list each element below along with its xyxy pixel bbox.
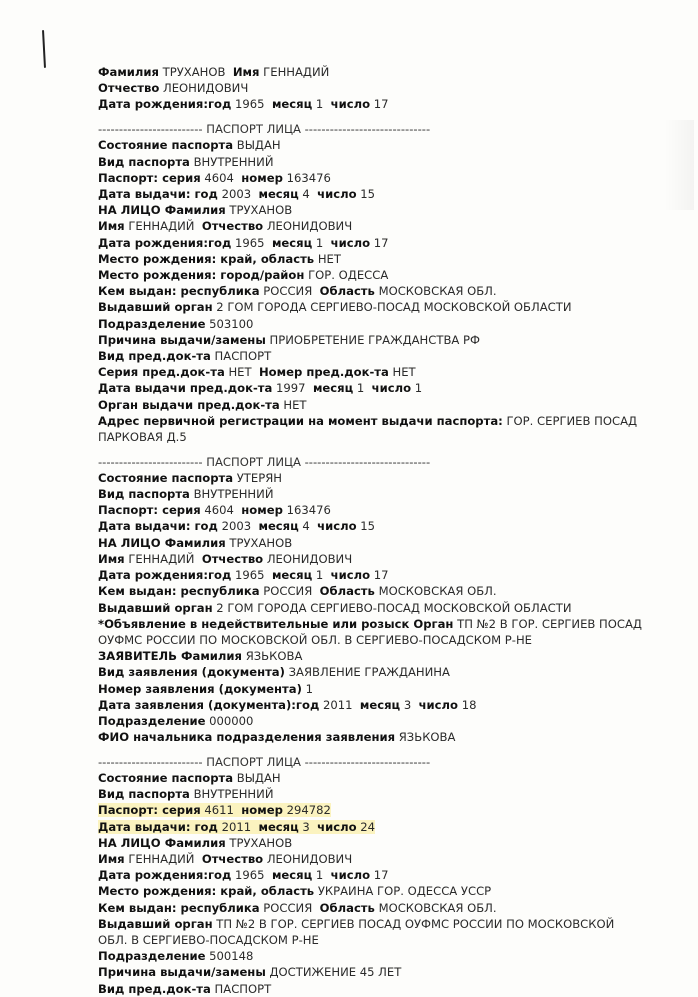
highlight: Паспорт: серия 4611 номер 294782: [98, 803, 331, 818]
field-line: Дата рождения:год 1965 месяц 1 число 17: [98, 868, 389, 883]
spacer: [98, 745, 683, 754]
field-line: Выдавший орган ТП №2 В ГОР. СЕРГИЕВ ПОСАД ОУФМС РОССИИ ПО МОСКОВСКОЙ: [98, 916, 615, 931]
field-line: Подразделение 500148: [98, 949, 254, 964]
field-line: [98, 819, 683, 835]
field-line: НА ЛИЦО Фамилия ТРУХАНОВ: [98, 535, 293, 550]
header-birthdate-line: Дата рождения:год 1965 месяц 1 число 17: [98, 97, 389, 112]
field-line: Вид пред.док-та ПАСПОРТ: [98, 981, 272, 996]
header-surname-line: Фамилия ТРУХАНОВ Имя ГЕННАДИЙ: [98, 65, 330, 79]
field-line: Имя ГЕННАДИЙ Отчество ЛЕОНИДОВИЧ: [98, 551, 353, 566]
field-line: ПАРКОВАЯ Д.5: [98, 429, 187, 444]
field-line: Дата выдачи пред.док-та 1997 месяц 1 число 1: [98, 381, 423, 396]
field-line: НА ЛИЦО Фамилия ТРУХАНОВ: [98, 203, 293, 218]
field-line: НА ЛИЦО Фамилия ТРУХАНОВ: [98, 835, 293, 850]
passport-record: [98, 64, 683, 997]
field-line: Место рождения: край, область УКРАИНА ГОР. ОДЕССА УССР: [98, 884, 492, 899]
field-line: Состояние паспорта УТЕРЯН: [98, 470, 282, 485]
field-line: Адрес первичной регистрации на момент выдачи паспорта: ГОР. СЕРГИЕВ ПОСАД: [98, 413, 638, 428]
field-line: Выдавший орган 2 ГОМ ГОРОДА СЕРГИЕВО-ПОСАД МОСКОВСКОЙ ОБЛАСТИ: [98, 600, 572, 615]
field-line: ФИО начальника подразделения заявления ЯЗЬКОВА: [98, 730, 456, 745]
highlight: Дата выдачи: год 2011 месяц 3 число 24: [98, 819, 376, 834]
section-separator: ------------------------- ПАСПОРТ ЛИЦА ------------------------------: [98, 754, 431, 769]
field-line: Дата выдачи: год 2003 месяц 4 число 15: [98, 186, 376, 201]
field-line: Номер заявления (документа) 1: [98, 681, 313, 696]
field-line: Серия пред.док-та НЕТ Номер пред.док-та НЕТ: [98, 365, 416, 380]
field-line: [98, 802, 683, 818]
field-line: Вид заявления (документа) ЗАЯВЛЕНИЕ ГРАЖДАНИНА: [98, 665, 450, 680]
field-line: Выдавший орган 2 ГОМ ГОРОДА СЕРГИЕВО-ПОСАД МОСКОВСКОЙ ОБЛАСТИ: [98, 300, 572, 315]
field-line: Вид паспорта ВНУТРЕННИЙ: [98, 787, 274, 802]
spacer: [98, 445, 683, 454]
field-line: Вид пред.док-та ПАСПОРТ: [98, 348, 272, 363]
field-line: *Объявление в недействительные или розыск Орган ТП №2 В ГОР. СЕРГИЕВ ПОСАД: [98, 616, 642, 631]
field-line: Орган выдачи пред.док-та НЕТ: [98, 397, 307, 412]
pen-mark: [42, 30, 46, 68]
field-line: Паспорт: серия 4604 номер 163476: [98, 170, 331, 185]
field-line: ЗАЯВИТЕЛЬ Фамилия ЯЗЬКОВА: [98, 649, 303, 664]
section-separator: ------------------------- ПАСПОРТ ЛИЦА ------------------------------: [98, 454, 431, 469]
field-line: Место рождения: город/район ГОР. ОДЕССА: [98, 267, 389, 282]
field-line: Паспорт: серия 4604 номер 163476: [98, 503, 331, 518]
field-line: ОУФМС РОССИИ ПО МОСКОВСКОЙ ОБЛ. В СЕРГИЕВО-ПОСАДСКОМ Р-НЕ: [98, 632, 533, 647]
field-line: Дата выдачи: год 2003 месяц 4 число 15: [98, 519, 376, 534]
field-line: Причина выдачи/замены ПРИОБРЕТЕНИЕ ГРАЖДАНСТВА РФ: [98, 332, 480, 347]
field-line: Состояние паспорта ВЫДАН: [98, 771, 281, 786]
field-line: Вид паспорта ВНУТРЕННИЙ: [98, 487, 274, 502]
field-line: Дата заявления (документа):год 2011 месяц 3 число 18: [98, 697, 477, 712]
section-separator: ------------------------- ПАСПОРТ ЛИЦА ------------------------------: [98, 122, 431, 137]
field-line: Кем выдан: республика РОССИЯ Область МОСКОВСКАЯ ОБЛ.: [98, 284, 497, 299]
field-line: Подразделение 000000: [98, 713, 254, 728]
field-line: Имя ГЕННАДИЙ Отчество ЛЕОНИДОВИЧ: [98, 852, 353, 867]
field-line: Состояние паспорта ВЫДАН: [98, 138, 281, 153]
spacer: [98, 113, 683, 122]
field-line: ОБЛ. В СЕРГИЕВО-ПОСАДСКОМ Р-НЕ: [98, 933, 319, 948]
header-patronymic-line: Отчество ЛЕОНИДОВИЧ: [98, 81, 249, 96]
field-line: Дата рождения:год 1965 месяц 1 число 17: [98, 235, 389, 250]
field-line: Кем выдан: республика РОССИЯ Область МОСКОВСКАЯ ОБЛ.: [98, 584, 497, 599]
field-line: Подразделение 503100: [98, 316, 254, 331]
field-line: Причина выдачи/замены ДОСТИЖЕНИЕ 45 ЛЕТ: [98, 965, 402, 980]
field-line: Вид паспорта ВНУТРЕННИЙ: [98, 154, 274, 169]
field-line: Место рождения: край, область НЕТ: [98, 251, 341, 266]
field-line: Дата рождения:год 1965 месяц 1 число 17: [98, 568, 389, 583]
field-line: Кем выдан: республика РОССИЯ Область МОСКОВСКАЯ ОБЛ.: [98, 900, 497, 915]
field-line: Имя ГЕННАДИЙ Отчество ЛЕОНИДОВИЧ: [98, 219, 353, 234]
